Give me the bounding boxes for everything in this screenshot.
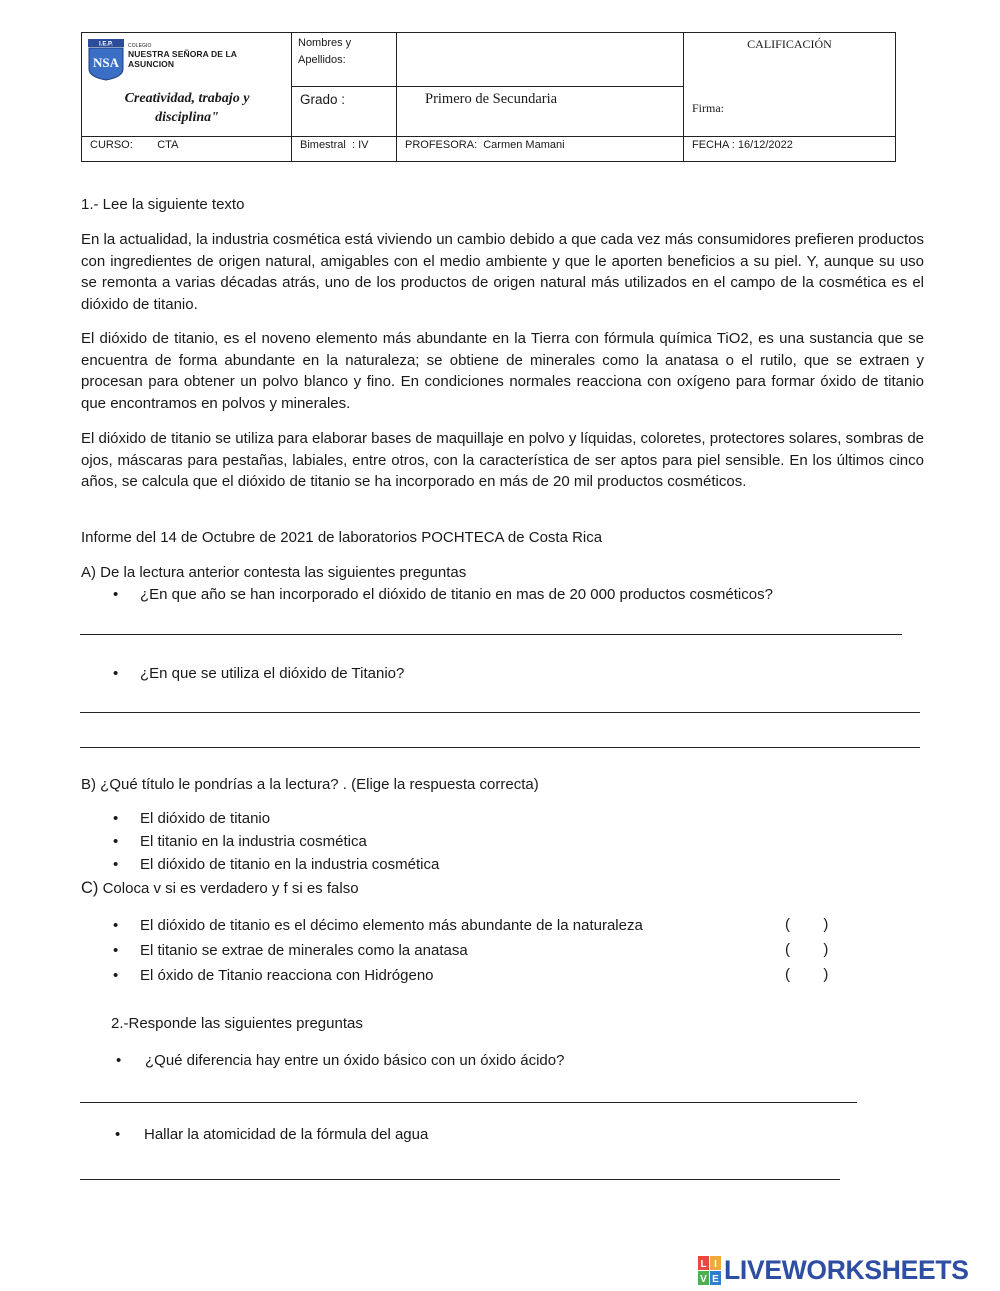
- answer-line-2-1[interactable]: [80, 1102, 857, 1103]
- part-b-option-1[interactable]: [113, 809, 271, 829]
- section-2-question-2-text: Hallar la atomicidad de la fórmula del agua: [144, 1126, 429, 1143]
- bullet-icon: •: [113, 810, 119, 827]
- reading-source: Informe del 14 de Octubre de 2021 de laboratorios POCHTECA de Costa Rica: [81, 529, 603, 546]
- header-table: [81, 32, 896, 162]
- answer-line-2-2[interactable]: [80, 1179, 840, 1180]
- grado-label: Grado :: [292, 87, 397, 137]
- section-2-question-1-text: ¿Qué diferencia hay entre un óxido básico con un óxido ácido?: [145, 1052, 565, 1069]
- bullet-icon: •: [115, 1126, 121, 1143]
- bullet-icon: •: [113, 967, 119, 984]
- part-c-item-3: [113, 966, 434, 986]
- section-2-question-1: [116, 1051, 565, 1071]
- answer-box-c1[interactable]: ( ): [785, 916, 829, 933]
- colegio-label: COLEGIO: [128, 43, 152, 49]
- firma-label: Firma:: [692, 101, 724, 115]
- part-c-item-1-text: El dióxido de titanio es el décimo elemento más abundante de la naturaleza: [140, 917, 643, 934]
- bullet-icon: •: [113, 665, 119, 682]
- bullet-icon: •: [113, 942, 119, 959]
- part-c-title: [81, 878, 924, 900]
- logo-text: NSA: [92, 55, 120, 70]
- answer-line-a1[interactable]: [80, 634, 902, 635]
- part-c-item-1: [113, 916, 643, 936]
- grado-value: Primero de Secundaria: [397, 87, 684, 137]
- part-b-option-3[interactable]: [113, 855, 440, 875]
- part-b-title: B) ¿Qué título le pondrías a la lectura? . (Elige la respuesta correcta): [81, 776, 539, 793]
- nombres-label-2: Apellidos:: [298, 54, 346, 66]
- calificacion-label: CALIFICACIÓN: [747, 37, 832, 51]
- answer-line-a2-2[interactable]: [80, 747, 920, 748]
- school-name-line-1: NUESTRA SEÑORA DE LA: [128, 49, 238, 59]
- calificacion-cell: [684, 33, 896, 137]
- bimestral-cell: Bimestral : IV: [292, 137, 397, 162]
- bullet-icon: •: [113, 586, 119, 603]
- school-logo-cell: [82, 33, 292, 137]
- reading-paragraph-2: El dióxido de titanio, es el noveno elemento más abundante en la Tierra con fórmula química TiO2, es una sustancia que se encuentra de forma abundante en la naturaleza; se obtiene de minerales como la anatasa o el rutilo, que se extraen y procesan para obtener un polvo blanco y fino. En condiciones normales reacciona con oxígeno para formar óxido de titanio que encontramos en polvos y minerales.: [81, 330, 924, 412]
- section-2-question-2: [115, 1125, 429, 1145]
- part-a-question-2: [113, 664, 405, 684]
- logo-letter-e: E: [712, 1274, 719, 1285]
- answer-box-c3[interactable]: ( ): [785, 966, 829, 983]
- fecha-cell: FECHA : 16/12/2022: [684, 137, 896, 162]
- section-1-title: 1.- Lee la siguiente texto: [81, 196, 245, 213]
- bullet-icon: •: [113, 833, 119, 850]
- profesora-cell: PROFESORA: Carmen Mamani: [397, 137, 684, 162]
- bullet-icon: •: [113, 856, 119, 873]
- section-2-title: 2.-Responde las siguientes preguntas: [111, 1015, 363, 1032]
- curso-cell: CURSO: CTA: [82, 137, 292, 162]
- part-c-item-2-text: El titanio se extrae de minerales como la anatasa: [140, 942, 468, 959]
- part-c-item-3-text: El óxido de Titanio reacciona con Hidrógeno: [140, 967, 434, 984]
- nombres-label-1: Nombres y: [298, 37, 352, 49]
- school-motto: Creatividad, trabajo y disciplina": [124, 91, 250, 125]
- bullet-icon: •: [116, 1052, 122, 1069]
- part-a-question-1-text: ¿En que año se han incorporado el dióxido de titanio en mas de 20 000 productos cosméticos?: [140, 586, 773, 603]
- part-a-question-1: [113, 585, 773, 605]
- liveworksheets-logo-icon: [698, 1256, 722, 1286]
- reading-paragraph-1: En la actualidad, la industria cosmética está viviendo un cambio debido a que cada vez más consumidores prefieren productos con ingredientes de origen natural, amigables con el medio ambiente y que le aporten beneficios a su piel. Y, aunque su uso se remonta a varias décadas atrás, uno de los productos de origen natural más utilizados en el campo de la cosmética es el dióxido de titanio.: [81, 231, 924, 313]
- part-b-option-2[interactable]: [113, 832, 367, 852]
- part-c-title-text: Coloca v si es verdadero y f si es falso: [98, 880, 359, 897]
- school-name-line-2: ASUNCION: [128, 59, 175, 69]
- liveworksheets-brand[interactable]: LIVEWORKSHEETS: [724, 1255, 969, 1285]
- part-c-item-2: [113, 941, 468, 961]
- reading-paragraph-3: El dióxido de titanio se utiliza para elaborar bases de maquillaje en polvo y líquidas, coloretes, protectores solares, sombras de ojos, máscaras para pestañas, labiales, entre otros, con la característica de ser aptos para piel sensible. En los últimos cinco años, se calcula que el dióxido de titanio se ha incorporado en más de 20 mil productos cosméticos.: [81, 430, 924, 490]
- logo-letter-i: I: [714, 1259, 717, 1270]
- part-b-option-1-text: El dióxido de titanio: [140, 810, 271, 827]
- logo-top-text: I.E.P.: [99, 41, 113, 48]
- part-b-option-2-text: El titanio en la industria cosmética: [140, 833, 367, 850]
- school-name: [128, 43, 237, 69]
- answer-line-a2-1[interactable]: [80, 712, 920, 713]
- part-a-title: A) De la lectura anterior contesta las siguientes preguntas: [81, 564, 467, 581]
- logo-letter-v: V: [700, 1274, 707, 1285]
- part-a-question-2-text: ¿En que se utiliza el dióxido de Titanio?: [140, 665, 405, 682]
- school-crest-icon: [88, 39, 124, 81]
- answer-box-c2[interactable]: ( ): [785, 941, 829, 958]
- logo-letter-l: L: [700, 1259, 707, 1270]
- bullet-icon: •: [113, 917, 119, 934]
- nombres-field[interactable]: [397, 33, 684, 87]
- nombres-label-cell: [292, 33, 397, 87]
- part-c-letter: C): [81, 879, 99, 897]
- part-b-option-3-text: El dióxido de titanio en la industria cosmética: [140, 856, 440, 873]
